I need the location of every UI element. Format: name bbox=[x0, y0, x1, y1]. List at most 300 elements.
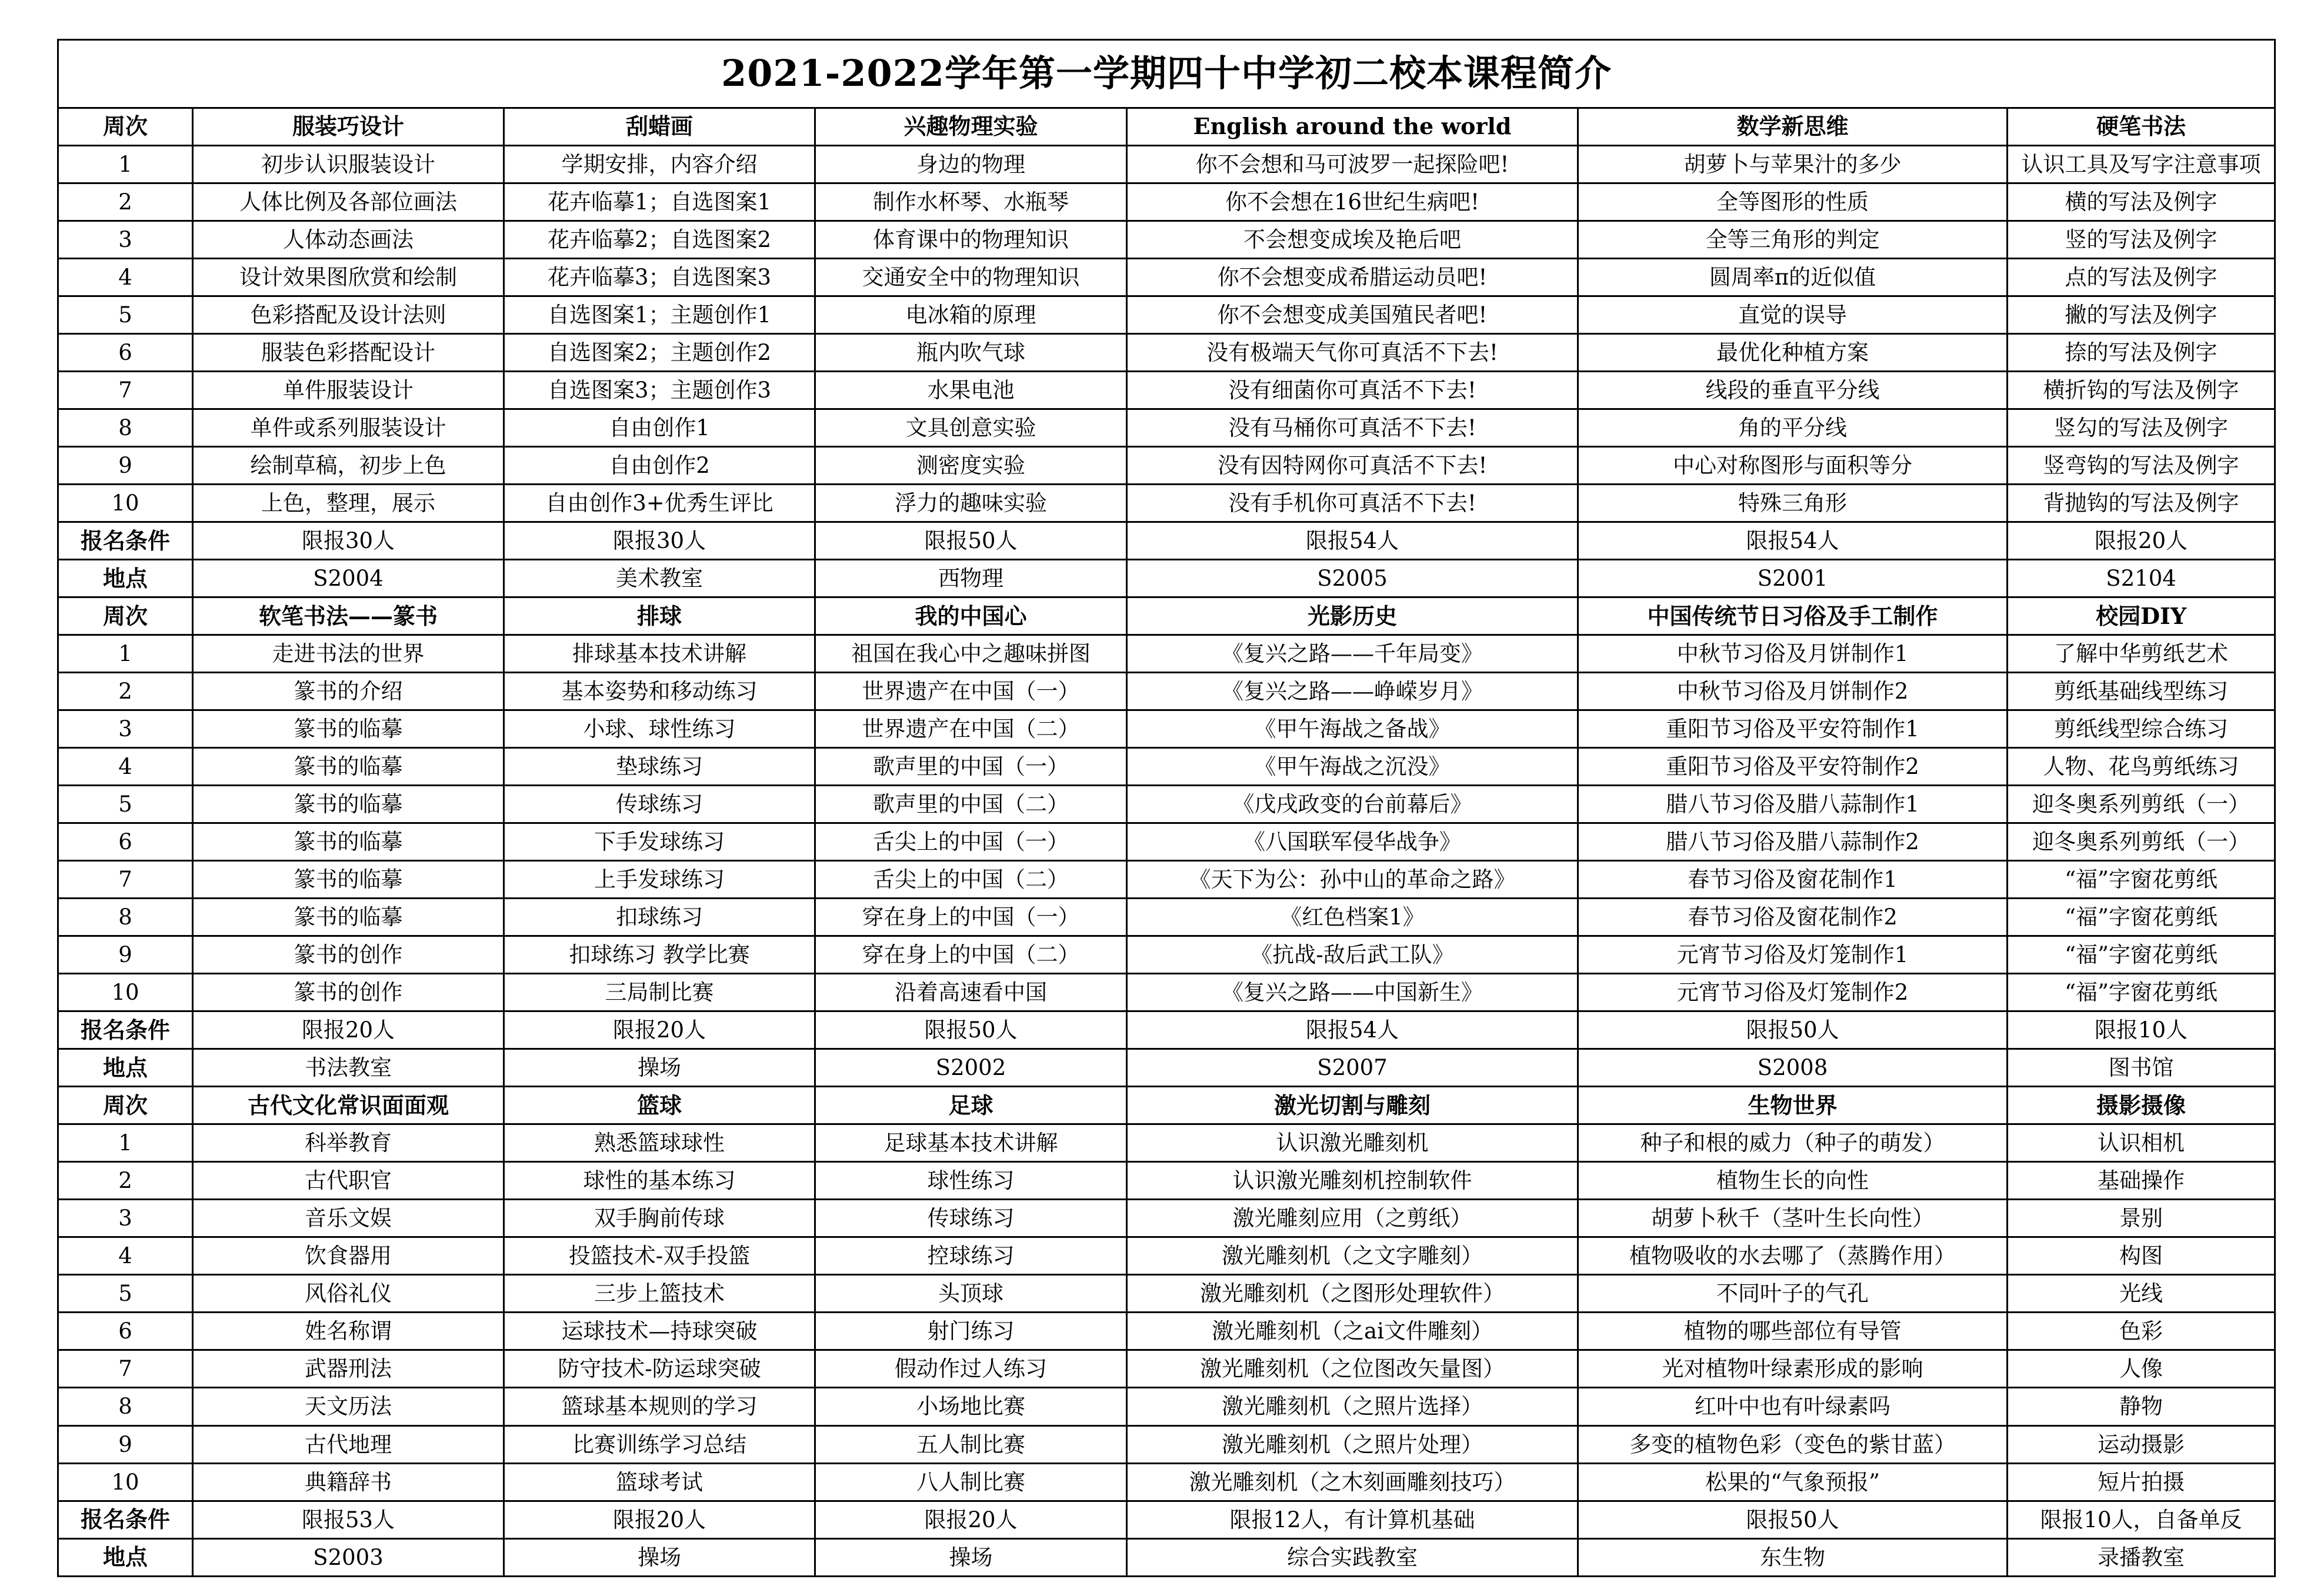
table-cell: 花卉临摹1；自选图案1 bbox=[504, 183, 815, 221]
table-row bbox=[58, 974, 2275, 1011]
course-name-header: 激光切割与雕刻 bbox=[1127, 1087, 1578, 1124]
row-label: 地点 bbox=[58, 1049, 193, 1087]
table-cell: 限报20人 bbox=[504, 1501, 815, 1538]
table-cell: 多变的植物色彩（变色的紫甘蓝） bbox=[1578, 1425, 2008, 1463]
table-cell: 认识激光雕刻机 bbox=[1127, 1124, 1578, 1162]
table-cell: 古代职官 bbox=[193, 1162, 504, 1200]
table-cell: 植物的哪些部位有导管 bbox=[1578, 1313, 2008, 1350]
table-cell: 线段的垂直平分线 bbox=[1578, 372, 2008, 409]
table-row bbox=[58, 861, 2275, 899]
course-name-header: 硬笔书法 bbox=[2008, 108, 2275, 145]
table-cell: 限报20人 bbox=[2008, 522, 2275, 560]
table-cell: 单件服装设计 bbox=[193, 372, 504, 409]
table-row bbox=[58, 1200, 2275, 1237]
week-column-header: 周次 bbox=[58, 1087, 193, 1124]
table-row bbox=[58, 296, 2275, 334]
table-cell: “福”字窗花剪纸 bbox=[2008, 861, 2275, 899]
table-cell: 控球练习 bbox=[815, 1237, 1127, 1275]
table-cell: 捺的写法及例字 bbox=[2008, 334, 2275, 372]
table-cell: 音乐文娱 bbox=[193, 1200, 504, 1237]
table-cell: 瓶内吹气球 bbox=[815, 334, 1127, 372]
course-name-header: 摄影摄像 bbox=[2008, 1087, 2275, 1124]
row-label: 地点 bbox=[58, 1538, 193, 1576]
limit-row bbox=[58, 522, 2275, 560]
week-number: 1 bbox=[58, 145, 193, 183]
course-name-header: English around the world bbox=[1127, 108, 1578, 145]
table-cell: 《复兴之路——峥嵘岁月》 bbox=[1127, 673, 1578, 710]
week-number: 4 bbox=[58, 1237, 193, 1275]
table-cell: 全等图形的性质 bbox=[1578, 183, 2008, 221]
table-cell: 限报10人 bbox=[2008, 1011, 2275, 1049]
table-row bbox=[58, 1425, 2275, 1463]
table-cell: 限报53人 bbox=[193, 1501, 504, 1538]
table-cell: S2002 bbox=[815, 1049, 1127, 1087]
table-row bbox=[58, 1237, 2275, 1275]
table-cell: 扣球练习 bbox=[504, 899, 815, 936]
header-row bbox=[58, 1087, 2275, 1124]
table-cell: 人体动态画法 bbox=[193, 221, 504, 259]
table-cell: 腊八节习俗及腊八蒜制作1 bbox=[1578, 786, 2008, 823]
table-cell: 绘制草稿，初步上色 bbox=[193, 447, 504, 485]
table-cell: 传球练习 bbox=[815, 1200, 1127, 1237]
week-number: 3 bbox=[58, 1200, 193, 1237]
table-cell: 古代地理 bbox=[193, 1425, 504, 1463]
table-cell: 东生物 bbox=[1578, 1538, 2008, 1576]
table-cell: 植物吸收的水去哪了（蒸腾作用） bbox=[1578, 1237, 2008, 1275]
table-cell: 认识相机 bbox=[2008, 1124, 2275, 1162]
table-cell: 腊八节习俗及腊八蒜制作2 bbox=[1578, 823, 2008, 861]
table-cell: 《八国联军侵华战争》 bbox=[1127, 823, 1578, 861]
place-row bbox=[58, 1049, 2275, 1087]
table-cell: 篆书的临摹 bbox=[193, 823, 504, 861]
table-row bbox=[58, 334, 2275, 372]
table-cell: 自选图案2；主题创作2 bbox=[504, 334, 815, 372]
week-number: 9 bbox=[58, 1425, 193, 1463]
week-number: 8 bbox=[58, 409, 193, 447]
table-cell: 设计效果图欣赏和绘制 bbox=[193, 259, 504, 296]
table-row bbox=[58, 145, 2275, 183]
week-number: 8 bbox=[58, 899, 193, 936]
table-cell: 限报10人，自备单反 bbox=[2008, 1501, 2275, 1538]
table-cell: 小场地比赛 bbox=[815, 1388, 1127, 1425]
table-cell: 《天下为公：孙中山的革命之路》 bbox=[1127, 861, 1578, 899]
row-label: 报名条件 bbox=[58, 522, 193, 560]
course-name-header: 古代文化常识面面观 bbox=[193, 1087, 504, 1124]
header-row bbox=[58, 108, 2275, 145]
table-cell: 限报20人 bbox=[193, 1011, 504, 1049]
table-cell: 书法教室 bbox=[193, 1049, 504, 1087]
place-row bbox=[58, 560, 2275, 597]
table-cell: 花卉临摹2；自选图案2 bbox=[504, 221, 815, 259]
table-cell: 你不会想在16世纪生病吧! bbox=[1127, 183, 1578, 221]
table-cell: 人物、花鸟剪纸练习 bbox=[2008, 748, 2275, 786]
table-cell: 竖的写法及例字 bbox=[2008, 221, 2275, 259]
table-cell: 《复兴之路——千年局变》 bbox=[1127, 635, 1578, 673]
table-cell: 限报50人 bbox=[1578, 1011, 2008, 1049]
title-row bbox=[58, 40, 2275, 108]
table-cell: 没有手机你可真活不下去! bbox=[1127, 485, 1578, 522]
table-row bbox=[58, 1275, 2275, 1313]
table-cell: 八人制比赛 bbox=[815, 1463, 1127, 1501]
limit-row bbox=[58, 1011, 2275, 1049]
table-cell: 构图 bbox=[2008, 1237, 2275, 1275]
week-number: 10 bbox=[58, 974, 193, 1011]
table-cell: S2008 bbox=[1578, 1049, 2008, 1087]
table-cell: 浮力的趣味实验 bbox=[815, 485, 1127, 522]
table-cell: 排球基本技术讲解 bbox=[504, 635, 815, 673]
week-number: 10 bbox=[58, 1463, 193, 1501]
table-row bbox=[58, 1124, 2275, 1162]
table-cell: 姓名称谓 bbox=[193, 1313, 504, 1350]
week-column-header: 周次 bbox=[58, 597, 193, 635]
table-row bbox=[58, 710, 2275, 748]
course-table bbox=[57, 39, 2276, 1577]
table-cell: 交通安全中的物理知识 bbox=[815, 259, 1127, 296]
table-row bbox=[58, 936, 2275, 974]
week-number: 3 bbox=[58, 221, 193, 259]
table-cell: 世界遗产在中国（一） bbox=[815, 673, 1127, 710]
table-cell: 没有极端天气你可真活不下去! bbox=[1127, 334, 1578, 372]
table-cell: 自由创作2 bbox=[504, 447, 815, 485]
course-name-header: 生物世界 bbox=[1578, 1087, 2008, 1124]
table-cell: 典籍辞书 bbox=[193, 1463, 504, 1501]
table-cell: 沿着高速看中国 bbox=[815, 974, 1127, 1011]
course-name-header: 校园DIY bbox=[2008, 597, 2275, 635]
course-name-header: 我的中国心 bbox=[815, 597, 1127, 635]
table-cell: 春节习俗及窗花制作2 bbox=[1578, 899, 2008, 936]
week-number: 1 bbox=[58, 635, 193, 673]
table-cell: 元宵节习俗及灯笼制作2 bbox=[1578, 974, 2008, 1011]
table-cell: 《红色档案1》 bbox=[1127, 899, 1578, 936]
table-cell: 垫球练习 bbox=[504, 748, 815, 786]
table-row bbox=[58, 183, 2275, 221]
table-cell: 操场 bbox=[815, 1538, 1127, 1576]
table-cell: 《抗战-敌后武工队》 bbox=[1127, 936, 1578, 974]
table-cell: 基本姿势和移动练习 bbox=[504, 673, 815, 710]
table-cell: 舌尖上的中国（二） bbox=[815, 861, 1127, 899]
table-cell: 自由创作3+优秀生评比 bbox=[504, 485, 815, 522]
table-cell: 胡萝卜与苹果汁的多少 bbox=[1578, 145, 2008, 183]
table-cell: 点的写法及例字 bbox=[2008, 259, 2275, 296]
table-row bbox=[58, 409, 2275, 447]
table-cell: 电冰箱的原理 bbox=[815, 296, 1127, 334]
table-cell: 人像 bbox=[2008, 1350, 2275, 1388]
table-cell: 你不会想变成希腊运动员吧! bbox=[1127, 259, 1578, 296]
table-cell: 背抛钩的写法及例字 bbox=[2008, 485, 2275, 522]
table-cell: 投篮技术-双手投篮 bbox=[504, 1237, 815, 1275]
table-cell: 篮球考试 bbox=[504, 1463, 815, 1501]
table-cell: 春节习俗及窗花制作1 bbox=[1578, 861, 2008, 899]
table-cell: 录播教室 bbox=[2008, 1538, 2275, 1576]
table-cell: 《甲午海战之沉没》 bbox=[1127, 748, 1578, 786]
table-cell: 了解中华剪纸艺术 bbox=[2008, 635, 2275, 673]
table-cell: 植物生长的向性 bbox=[1578, 1162, 2008, 1200]
table-cell: 文具创意实验 bbox=[815, 409, 1127, 447]
table-cell: 横折钩的写法及例字 bbox=[2008, 372, 2275, 409]
table-cell: 重阳节习俗及平安符制作2 bbox=[1578, 748, 2008, 786]
course-name-header: 排球 bbox=[504, 597, 815, 635]
table-cell: 基础操作 bbox=[2008, 1162, 2275, 1200]
table-cell: 限报20人 bbox=[504, 1011, 815, 1049]
table-cell: 自由创作1 bbox=[504, 409, 815, 447]
table-cell: S2004 bbox=[193, 560, 504, 597]
table-row bbox=[58, 635, 2275, 673]
table-cell: 激光雕刻机（之文字雕刻） bbox=[1127, 1237, 1578, 1275]
table-cell: 篮球基本规则的学习 bbox=[504, 1388, 815, 1425]
table-cell: 激光雕刻应用（之剪纸） bbox=[1127, 1200, 1578, 1237]
table-cell: 特殊三角形 bbox=[1578, 485, 2008, 522]
table-cell: 松果的“气象预报” bbox=[1578, 1463, 2008, 1501]
table-cell: 迎冬奥系列剪纸（一） bbox=[2008, 786, 2275, 823]
table-cell: 种子和根的威力（种子的萌发） bbox=[1578, 1124, 2008, 1162]
course-name-header: 光影历史 bbox=[1127, 597, 1578, 635]
limit-row bbox=[58, 1501, 2275, 1538]
table-cell: 限报30人 bbox=[504, 522, 815, 560]
table-cell: 操场 bbox=[504, 1049, 815, 1087]
table-cell: 自选图案3；主题创作3 bbox=[504, 372, 815, 409]
week-number: 3 bbox=[58, 710, 193, 748]
table-cell: 单件或系列服装设计 bbox=[193, 409, 504, 447]
table-cell: 图书馆 bbox=[2008, 1049, 2275, 1087]
table-row bbox=[58, 899, 2275, 936]
table-cell: 下手发球练习 bbox=[504, 823, 815, 861]
table-cell: 头顶球 bbox=[815, 1275, 1127, 1313]
table-cell: 小球、球性练习 bbox=[504, 710, 815, 748]
table-cell: 上手发球练习 bbox=[504, 861, 815, 899]
table-cell: 激光雕刻机（之照片处理） bbox=[1127, 1425, 1578, 1463]
table-cell: “福”字窗花剪纸 bbox=[2008, 974, 2275, 1011]
course-name-header: 软笔书法——篆书 bbox=[193, 597, 504, 635]
table-cell: 不同叶子的气孔 bbox=[1578, 1275, 2008, 1313]
table-cell: 角的平分线 bbox=[1578, 409, 2008, 447]
table-cell: 篆书的临摹 bbox=[193, 899, 504, 936]
table-cell: S2007 bbox=[1127, 1049, 1578, 1087]
table-cell: 篆书的创作 bbox=[193, 936, 504, 974]
table-cell: 圆周率π的近似值 bbox=[1578, 259, 2008, 296]
table-cell: 饮食器用 bbox=[193, 1237, 504, 1275]
table-cell: 激光雕刻机（之木刻画雕刻技巧） bbox=[1127, 1463, 1578, 1501]
table-cell: 足球基本技术讲解 bbox=[815, 1124, 1127, 1162]
table-cell: 静物 bbox=[2008, 1388, 2275, 1425]
table-cell: 限报54人 bbox=[1127, 1011, 1578, 1049]
week-column-header: 周次 bbox=[58, 108, 193, 145]
table-cell: 光对植物叶绿素形成的影响 bbox=[1578, 1350, 2008, 1388]
table-cell: 激光雕刻机（之照片选择） bbox=[1127, 1388, 1578, 1425]
table-cell: 剪纸线型综合练习 bbox=[2008, 710, 2275, 748]
table-cell: 歌声里的中国（一） bbox=[815, 748, 1127, 786]
table-row bbox=[58, 1388, 2275, 1425]
table-cell: 中秋节习俗及月饼制作1 bbox=[1578, 635, 2008, 673]
table-row bbox=[58, 221, 2275, 259]
place-row bbox=[58, 1538, 2275, 1576]
week-number: 2 bbox=[58, 1162, 193, 1200]
table-row bbox=[58, 1463, 2275, 1501]
table-cell: 激光雕刻机（之位图改矢量图） bbox=[1127, 1350, 1578, 1388]
week-number: 1 bbox=[58, 1124, 193, 1162]
table-cell: 限报12人，有计算机基础 bbox=[1127, 1501, 1578, 1538]
week-number: 6 bbox=[58, 823, 193, 861]
week-number: 6 bbox=[58, 1313, 193, 1350]
table-cell: S2104 bbox=[2008, 560, 2275, 597]
table-cell: 篆书的介绍 bbox=[193, 673, 504, 710]
table-cell: 没有马桶你可真活不下去! bbox=[1127, 409, 1578, 447]
table-row bbox=[58, 786, 2275, 823]
table-cell: 人体比例及各部位画法 bbox=[193, 183, 504, 221]
table-cell: 美术教室 bbox=[504, 560, 815, 597]
table-cell: 篆书的临摹 bbox=[193, 710, 504, 748]
table-cell: S2005 bbox=[1127, 560, 1578, 597]
table-cell: 全等三角形的判定 bbox=[1578, 221, 2008, 259]
table-cell: 熟悉篮球球性 bbox=[504, 1124, 815, 1162]
table-cell: 限报54人 bbox=[1578, 522, 2008, 560]
table-cell: 限报54人 bbox=[1127, 522, 1578, 560]
table-cell: 科举教育 bbox=[193, 1124, 504, 1162]
table-cell: 西物理 bbox=[815, 560, 1127, 597]
table-cell: 激光雕刻机（之ai文件雕刻） bbox=[1127, 1313, 1578, 1350]
table-row bbox=[58, 673, 2275, 710]
table-cell: 认识激光雕刻机控制软件 bbox=[1127, 1162, 1578, 1200]
table-cell: 双手胸前传球 bbox=[504, 1200, 815, 1237]
table-cell: 制作水杯琴、水瓶琴 bbox=[815, 183, 1127, 221]
table-cell: 假动作过人练习 bbox=[815, 1350, 1127, 1388]
table-row bbox=[58, 748, 2275, 786]
table-row bbox=[58, 259, 2275, 296]
table-cell: 运动摄影 bbox=[2008, 1425, 2275, 1463]
table-cell: 篆书的创作 bbox=[193, 974, 504, 1011]
table-cell: 身边的物理 bbox=[815, 145, 1127, 183]
table-cell: 武器刑法 bbox=[193, 1350, 504, 1388]
table-row bbox=[58, 1350, 2275, 1388]
week-number: 2 bbox=[58, 183, 193, 221]
table-cell: 篆书的临摹 bbox=[193, 786, 504, 823]
table-cell: 学期安排，内容介绍 bbox=[504, 145, 815, 183]
table-cell: 景别 bbox=[2008, 1200, 2275, 1237]
week-number: 5 bbox=[58, 786, 193, 823]
table-cell: S2001 bbox=[1578, 560, 2008, 597]
table-cell: 防守技术-防运球突破 bbox=[504, 1350, 815, 1388]
course-name-header: 兴趣物理实验 bbox=[815, 108, 1127, 145]
table-cell: 红叶中也有叶绿素吗 bbox=[1578, 1388, 2008, 1425]
table-cell: 竖弯钩的写法及例字 bbox=[2008, 447, 2275, 485]
table-cell: 横的写法及例字 bbox=[2008, 183, 2275, 221]
table-cell: 篆书的临摹 bbox=[193, 748, 504, 786]
table-cell: 你不会想和马可波罗一起探险吧! bbox=[1127, 145, 1578, 183]
table-cell: 测密度实验 bbox=[815, 447, 1127, 485]
week-number: 9 bbox=[58, 936, 193, 974]
week-number: 4 bbox=[58, 259, 193, 296]
course-name-header: 刮蜡画 bbox=[504, 108, 815, 145]
table-cell: 风俗礼仪 bbox=[193, 1275, 504, 1313]
table-cell: 短片拍摄 bbox=[2008, 1463, 2275, 1501]
course-name-header: 服装巧设计 bbox=[193, 108, 504, 145]
table-cell: 穿在身上的中国（二） bbox=[815, 936, 1127, 974]
table-cell: 祖国在我心中之趣味拼图 bbox=[815, 635, 1127, 673]
table-cell: 元宵节习俗及灯笼制作1 bbox=[1578, 936, 2008, 974]
header-row bbox=[58, 597, 2275, 635]
table-row bbox=[58, 485, 2275, 522]
table-cell: 自选图案1；主题创作1 bbox=[504, 296, 815, 334]
table-cell: 剪纸基础线型练习 bbox=[2008, 673, 2275, 710]
table-cell: 《戊戌政变的台前幕后》 bbox=[1127, 786, 1578, 823]
table-cell: 限报30人 bbox=[193, 522, 504, 560]
course-name-header: 数学新思维 bbox=[1578, 108, 2008, 145]
table-cell: 扣球练习 教学比赛 bbox=[504, 936, 815, 974]
table-cell: 比赛训练学习总结 bbox=[504, 1425, 815, 1463]
week-number: 6 bbox=[58, 334, 193, 372]
course-name-header: 足球 bbox=[815, 1087, 1127, 1124]
week-number: 5 bbox=[58, 1275, 193, 1313]
table-cell: 射门练习 bbox=[815, 1313, 1127, 1350]
table-cell: 色彩 bbox=[2008, 1313, 2275, 1350]
week-number: 2 bbox=[58, 673, 193, 710]
table-cell: 激光雕刻机（之图形处理软件） bbox=[1127, 1275, 1578, 1313]
table-cell: 操场 bbox=[504, 1538, 815, 1576]
table-cell: 光线 bbox=[2008, 1275, 2275, 1313]
table-cell: 世界遗产在中国（二） bbox=[815, 710, 1127, 748]
table-cell: 撇的写法及例字 bbox=[2008, 296, 2275, 334]
table-cell: 直觉的误导 bbox=[1578, 296, 2008, 334]
table-row bbox=[58, 372, 2275, 409]
table-cell: 上色，整理，展示 bbox=[193, 485, 504, 522]
table-cell: 舌尖上的中国（一） bbox=[815, 823, 1127, 861]
table-cell: 体育课中的物理知识 bbox=[815, 221, 1127, 259]
course-name-header: 篮球 bbox=[504, 1087, 815, 1124]
week-number: 4 bbox=[58, 748, 193, 786]
table-cell: 服装色彩搭配设计 bbox=[193, 334, 504, 372]
course-name-header: 中国传统节日习俗及手工制作 bbox=[1578, 597, 2008, 635]
table-cell: 综合实践教室 bbox=[1127, 1538, 1578, 1576]
week-number: 9 bbox=[58, 447, 193, 485]
table-cell: 胡萝卜秋千（茎叶生长向性） bbox=[1578, 1200, 2008, 1237]
table-cell: 水果电池 bbox=[815, 372, 1127, 409]
table-cell: 竖勾的写法及例字 bbox=[2008, 409, 2275, 447]
week-number: 7 bbox=[58, 861, 193, 899]
table-cell: “福”字窗花剪纸 bbox=[2008, 936, 2275, 974]
table-cell: 色彩搭配及设计法则 bbox=[193, 296, 504, 334]
table-cell: 认识工具及写字注意事项 bbox=[2008, 145, 2275, 183]
table-cell: 没有因特网你可真活不下去! bbox=[1127, 447, 1578, 485]
table-cell: 《甲午海战之备战》 bbox=[1127, 710, 1578, 748]
week-number: 10 bbox=[58, 485, 193, 522]
table-cell: S2003 bbox=[193, 1538, 504, 1576]
table-cell: 篆书的临摹 bbox=[193, 861, 504, 899]
page-title: 2021-2022学年第一学期四十中学初二校本课程简介 bbox=[58, 40, 2275, 108]
table-cell: 你不会想变成美国殖民者吧! bbox=[1127, 296, 1578, 334]
table-cell: 花卉临摹3；自选图案3 bbox=[504, 259, 815, 296]
table-cell: 《复兴之路——中国新生》 bbox=[1127, 974, 1578, 1011]
table-cell: 天文历法 bbox=[193, 1388, 504, 1425]
table-row bbox=[58, 447, 2275, 485]
table-cell: 中心对称图形与面积等分 bbox=[1578, 447, 2008, 485]
table-cell: 运球技术—持球突破 bbox=[504, 1313, 815, 1350]
table-cell: 穿在身上的中国（一） bbox=[815, 899, 1127, 936]
week-number: 7 bbox=[58, 1350, 193, 1388]
table-cell: 三步上篮技术 bbox=[504, 1275, 815, 1313]
table-cell: 限报50人 bbox=[815, 1011, 1127, 1049]
week-number: 8 bbox=[58, 1388, 193, 1425]
table-cell: 走进书法的世界 bbox=[193, 635, 504, 673]
table-cell: 没有细菌你可真活不下去! bbox=[1127, 372, 1578, 409]
week-number: 7 bbox=[58, 372, 193, 409]
table-cell: 三局制比赛 bbox=[504, 974, 815, 1011]
table-row bbox=[58, 823, 2275, 861]
week-number: 5 bbox=[58, 296, 193, 334]
row-label: 报名条件 bbox=[58, 1011, 193, 1049]
table-cell: 传球练习 bbox=[504, 786, 815, 823]
table-cell: 限报50人 bbox=[1578, 1501, 2008, 1538]
table-cell: 迎冬奥系列剪纸（一） bbox=[2008, 823, 2275, 861]
table-cell: 初步认识服装设计 bbox=[193, 145, 504, 183]
